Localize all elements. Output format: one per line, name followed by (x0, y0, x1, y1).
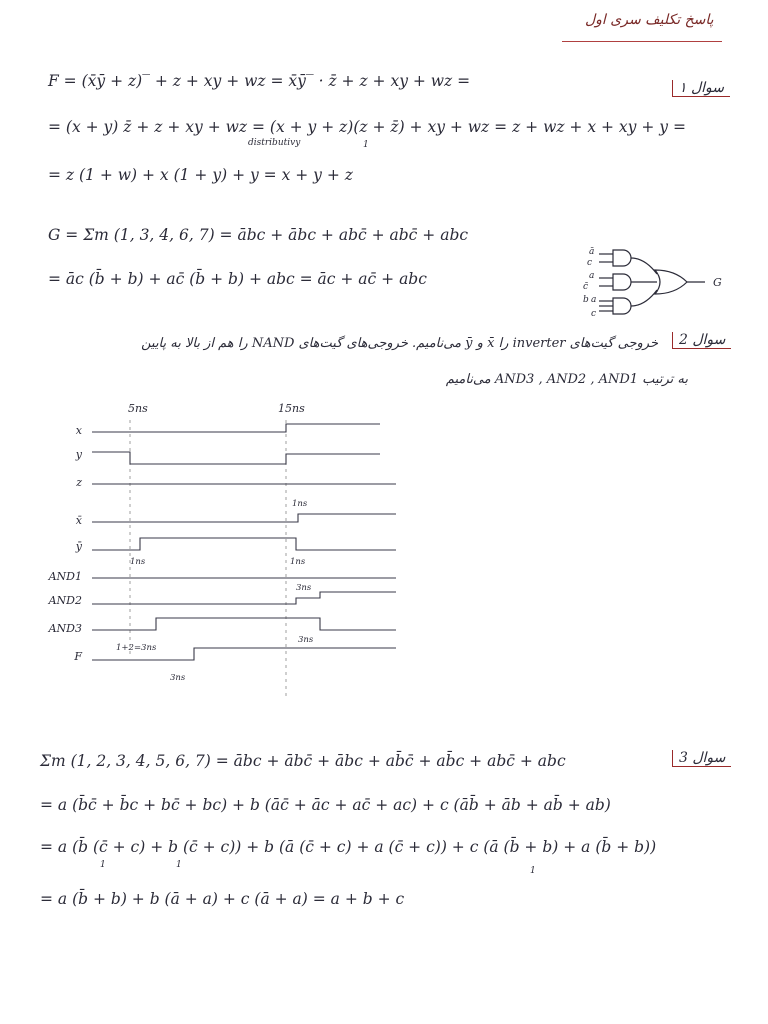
delay-1ns-ybar-2: 1ns (290, 557, 306, 567)
gate-input-label: c (587, 258, 593, 268)
gate-output-label: G (713, 276, 722, 289)
page-title: پاسخ تکلیف سری اول (585, 12, 714, 28)
distributive-note: distributivy (248, 138, 301, 148)
signal-label-ybar: ȳ (75, 540, 82, 553)
question-1-label: سوال ۱ (672, 80, 730, 97)
signal-label-x: x (75, 424, 82, 437)
q3-one-note: 1 (100, 860, 106, 870)
title-underline (562, 41, 722, 42)
waveform-ybar (92, 538, 396, 550)
delay-1ns-ybar: 1ns (130, 557, 146, 567)
q3-equation-line-2: = a (b̄c̄ + b̄c + bc̄ + bc) + b (āc̄ + āc + ac̄ + ac) + c (āb̄ + āb + ab̄ + ab) (40, 796, 611, 814)
q3-equation-line-1: Σm (1, 2, 3, 4, 5, 6, 7) = ābc + ābc̄ + ābc + ab̄c̄ + ab̄c + abc̄ + abc (40, 752, 566, 770)
delay-3ns-and3: 3ns (298, 635, 314, 645)
and-gate-2 (613, 274, 631, 290)
waveform-xbar (92, 514, 396, 522)
q3-equation-line-3: = a (b̄ (c̄ + c) + b (c̄ + c)) + b (ā (c̄ + c) + a (c̄ + c)) + c (ā (b̄ + b) + a (b̄ + b)) (40, 838, 657, 856)
q1-equation-line-1: F = (x̄ȳ + z)‾ + z + xy + wz = x̄ȳ‾ · z̄ + z + xy + wz = (48, 72, 471, 90)
q3-one-note: 1 (530, 866, 536, 876)
waveform-x (92, 424, 380, 432)
signal-label-z: z (76, 476, 82, 489)
waveform-and3 (92, 618, 396, 630)
waveform-and2 (92, 592, 396, 604)
signal-label-xbar: x̄ (75, 514, 82, 527)
gate-input-label: c (591, 309, 597, 319)
waveform-y (92, 452, 380, 464)
delay-1ns-xbar: 1ns (292, 499, 308, 509)
gate-input-label: b (583, 295, 589, 305)
timing-diagram (30, 398, 430, 698)
q1-equation-line-5: = āc (b̄ + b) + ac̄ (b̄ + b) + abc = āc + ac̄ + abc (48, 270, 427, 288)
and-gate-3 (613, 298, 631, 314)
q2-description-line-2: به ترتیب AND3 , AND2 , AND1 می‌نامیم (445, 372, 688, 387)
q3-one-note: 1 (176, 860, 182, 870)
signal-label-and2: AND2 (48, 594, 82, 607)
logic-gate-diagram (575, 244, 735, 324)
delay-3ns-f: 3ns (170, 673, 186, 683)
signal-label-f: F (74, 650, 82, 663)
gate-input-label: a (591, 295, 597, 305)
or-gate (655, 270, 687, 294)
q3-equation-line-4: = a (b̄ + b) + b (ā + a) + c (ā + a) = a + b + c (40, 890, 405, 908)
time-label-15ns: 15ns (278, 402, 305, 415)
gate-input-label: c̄ (583, 282, 589, 292)
q2-description-line-1: خروجی گیت‌های inverter را x̄ و ȳ می‌نامیم. خروجی‌های گیت‌های NAND را هم از بالا به پایین (141, 336, 658, 351)
question-2-label: سوال 2 (672, 332, 731, 349)
signal-label-and1: AND1 (48, 570, 82, 583)
gate-input-label: ā (589, 247, 595, 257)
q1-one-note: 1 (363, 140, 369, 150)
q1-equation-line-4: G = Σm (1, 3, 4, 6, 7) = ābc + ābc + abc̄ + abc̄ + abc (48, 226, 469, 244)
q1-equation-line-3: = z (1 + w) + x (1 + y) + y = x + y + z (48, 166, 353, 184)
gate-input-label: a (589, 271, 595, 281)
time-label-5ns: 5ns (128, 402, 148, 415)
q1-equation-line-2: = (x + y) z̄ + z + xy + wz = (x + y + z)(z + z̄) + xy + wz = z + wz + x + xy + y = (48, 118, 686, 136)
question-3-label: سوال 3 (672, 750, 731, 767)
delay-sum-and3: 1+2=3ns (116, 643, 157, 653)
signal-label-y: y (75, 448, 82, 461)
delay-3ns-and2: 3ns (296, 583, 312, 593)
signal-label-and3: AND3 (48, 622, 82, 635)
and-gate-1 (613, 250, 631, 266)
